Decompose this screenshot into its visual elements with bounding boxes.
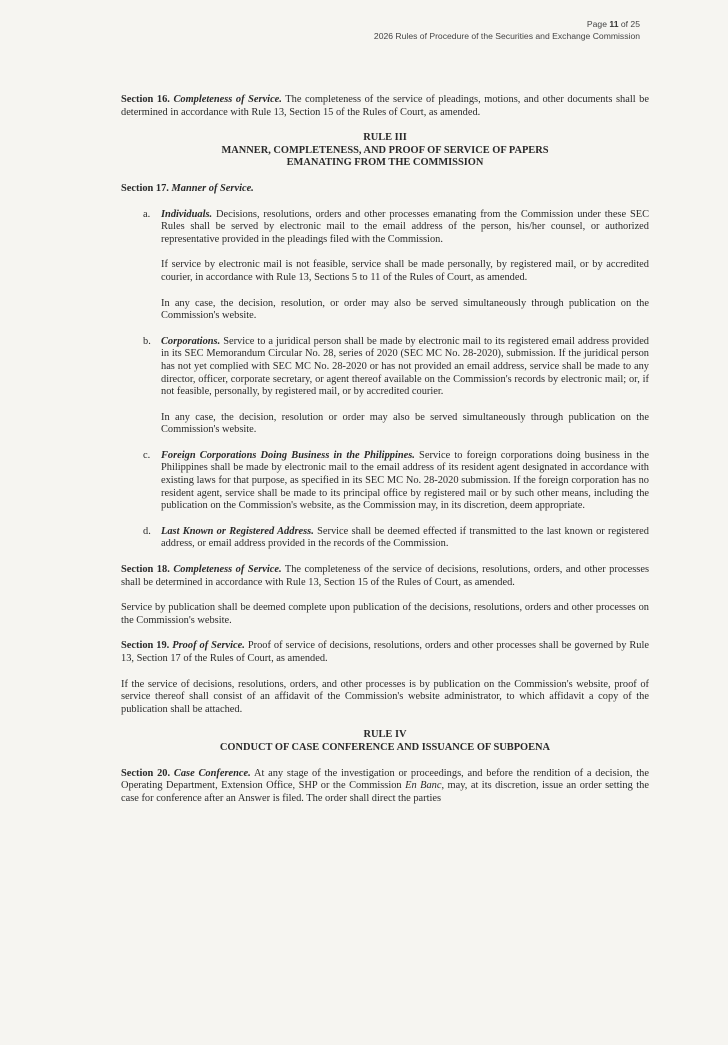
list-item-individuals xyxy=(121,209,649,323)
list-paragraph xyxy=(161,450,649,513)
section-20 xyxy=(121,768,649,806)
item-heading: Corporations. xyxy=(161,335,221,347)
section-title: Completeness of Service. xyxy=(173,94,282,105)
section-19-paragraph-2: If the service of decisions, resolutions, orders, and other processes is by publication on the Commission's website, proof of service thereof shall consist of an affidavit of the Commission's website administrator, to which affidavit a copy of the publication shall be attached. xyxy=(121,678,649,715)
section-label: Section 18. xyxy=(121,564,170,576)
section-text-continued: , may, at its discretion, issue an order setting the case for conference after an Answer is filed. The order shall direct the parties xyxy=(121,780,649,804)
item-text: Service to foreign corporations doing business in the Philippines shall be made by electronic mail to the email address of its resident agent designated in accordance with existing laws for that purpose, as specified in its SEC MC No. 28-2020 submission. If the foreign corporation has no resident agent, service shall be made to its principal office by registered mail or by such other means, including the publication on the Commission's website, as the Commission may, in its discretion, deem appropriate. xyxy=(161,449,649,512)
section-title: Manner of Service. xyxy=(171,182,254,194)
section-17 xyxy=(121,183,649,196)
page-header xyxy=(374,18,640,42)
list-paragraph xyxy=(161,209,649,247)
section-label: Section 16. xyxy=(121,94,170,105)
section-18-paragraph-2: Service by publication shall be deemed complete upon publication of the decisions, resolutions, orders and other processes on the Commission's website. xyxy=(121,602,649,626)
rule-iv-heading xyxy=(121,729,649,754)
rule-title-line-1: CONDUCT OF CASE CONFERENCE AND ISSUANCE OF SUBPOENA xyxy=(219,741,551,753)
section-text: The completeness of the service of decisions, resolutions, orders, and other processes shall be determined in accordance with Rule 13, Section 15 of the Rules of Court, as amended. xyxy=(121,564,649,588)
list-paragraph: If service by electronic mail is not feasible, service shall be made personally, by registered mail, or by accredited courier, in accordance with Rule 13, Sections 5 to 11 of the Rules of Court, as amended. xyxy=(161,259,649,283)
section-text: At any stage of the investigation or proceedings, and before the rendition of a decision, the Operating Department, Extension Office, SHP or the Commission xyxy=(121,767,649,792)
section-label: Section 17. xyxy=(121,182,169,194)
item-heading: Last Known or Registered Address. xyxy=(161,525,314,537)
section-title: Completeness of Service. xyxy=(173,564,282,576)
rule-title-line-1: MANNER, COMPLETENESS, AND PROOF OF SERVICE OF PAPERS xyxy=(221,144,549,156)
document-body xyxy=(121,94,649,818)
rule-number: RULE III xyxy=(363,132,407,144)
item-text: Service shall be deemed effected if transmitted to the last known or registered address, or email address provided in the records of the Commission. xyxy=(161,525,649,550)
section-text: The completeness of the service of pleadings, motions, and other documents shall be determined in accordance with Rule 13, Section 15 of the Rules of Court, as amended. xyxy=(121,94,649,118)
section-19 xyxy=(121,640,649,665)
list-item-corporations xyxy=(121,336,649,437)
section-label: Section 20. xyxy=(121,767,171,779)
list-paragraph: In any case, the decision, resolution, or order may also be served simultaneously through publication on the Commission's website. xyxy=(161,297,649,322)
rule-iii-heading xyxy=(121,132,649,170)
list-paragraph: In any case, the decision, resolution or order may also be served simultaneously through publication on the Commission's website. xyxy=(161,411,649,436)
section-title: Proof of Service. xyxy=(172,640,245,652)
list-item-foreign-corporations xyxy=(121,450,649,513)
list-paragraph xyxy=(161,526,649,551)
section-16 xyxy=(121,94,649,119)
page-number: Page 11 of 25 xyxy=(586,19,640,29)
list-letter: c. xyxy=(143,449,151,461)
item-heading: Individuals. xyxy=(161,208,213,220)
list-letter: d. xyxy=(143,525,151,537)
item-text: Service to a juridical person shall be made by electronic mail to its registered email address provided in its SEC Memorandum Circular No. 28, series of 2020 (SEC MC No. 28-2020), submission. If the juridical person has not yet complied with SEC MC No. 28-2020 or has not provided an email address, service shall be made to any director, officer, corporate secretary, or agent thereof available on the Commission's records by electronic mail; or, if not feasible, personally, by registered mail, or by accredited courier. xyxy=(161,335,649,398)
section-label: Section 19. xyxy=(121,640,170,652)
document-title: 2026 Rules of Procedure of the Securities and Exchange Commission xyxy=(373,31,640,41)
section-18 xyxy=(121,564,649,589)
list-letter: b. xyxy=(143,335,151,347)
item-text: Decisions, resolutions, orders and other processes emanating from the Commission under these SEC Rules shall be served by electronic mail to the email address of the person, his/her counsel, or authorized representative provided in the pleadings filed with the Commission. xyxy=(161,208,650,245)
section-text: Proof of service of decisions, resolutions, orders and other processes shall be governed by Rule 13, Section 17 of the Rules of Court, as amended. xyxy=(121,640,649,664)
rule-number: RULE IV xyxy=(363,729,407,741)
list-item-last-known-address xyxy=(121,526,649,551)
list-letter: a. xyxy=(143,208,151,220)
list-paragraph xyxy=(161,336,649,399)
rule-title-line-2: EMANATING FROM THE COMMISSION xyxy=(286,157,484,169)
section-title: Case Conference. xyxy=(173,767,251,779)
item-heading: Foreign Corporations Doing Business in the Philippines. xyxy=(161,449,415,461)
en-banc-term: En Banc xyxy=(405,780,442,792)
